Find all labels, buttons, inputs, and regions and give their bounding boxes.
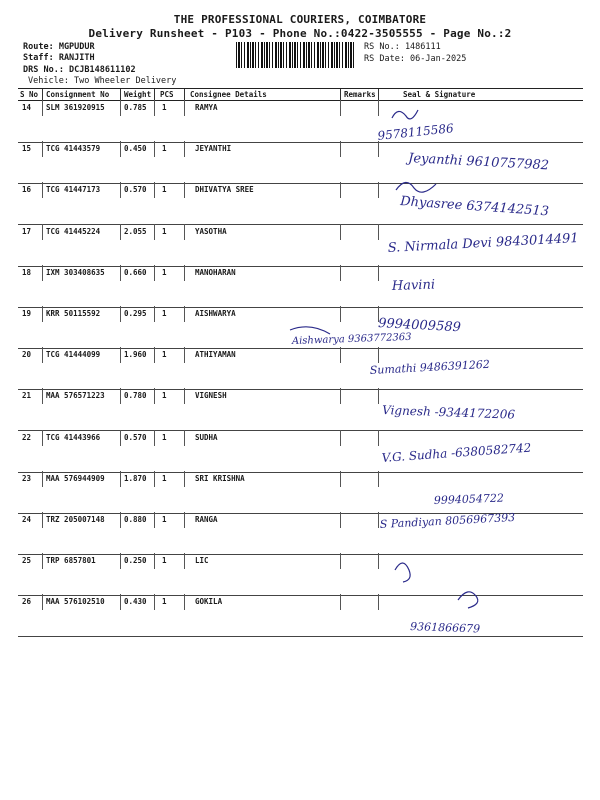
cell-weight: 0.570 [124,185,147,195]
cell-weight: 1.870 [124,473,147,483]
cell-sno: 16 [22,185,32,195]
cell-pcs: 1 [162,309,167,318]
cell-consignee: RAMYA [195,103,218,112]
cell-consignment: IXM 303408635 [46,267,105,277]
cell-sno: 23 [22,473,32,483]
cell-weight: 0.660 [124,267,147,277]
cell-consignee: RANGA [195,515,218,524]
handwritten-extra-note: Aishwarya 9363772363 [291,331,412,347]
handwritten-note: 9994009589 [377,316,462,336]
cell-weight: 2.055 [124,226,147,236]
cell-pcs: 1 [162,391,167,401]
rs-number: RS No.: 1486111 [364,42,441,52]
signature-stroke [290,327,330,334]
cell-consignee: YASOTHA [195,226,227,236]
cell-pcs: 1 [162,185,167,195]
handwritten-note: Havini [391,277,436,294]
cell-consignee: AISHWARYA [195,309,236,318]
col-seal: Seal & Signature [403,90,476,99]
route-label: Route: MGPUDUR [23,42,95,52]
cell-sno: 21 [22,391,32,401]
cell-consignment: TRZ 205007148 [46,515,105,524]
cell-weight: 0.250 [124,556,147,566]
col-consignee: Consignee Details [190,90,267,99]
cell-consignment: MAA 576944909 [46,473,105,483]
handwritten-note: S Pandiyan 8056967393 [379,510,516,531]
cell-consignee: SRI KRISHNA [195,473,245,483]
cell-consignment: TCG 41445224 [46,226,101,236]
signature-stroke [396,182,436,192]
col-remarks: Remarks [344,90,376,99]
cell-weight: 0.430 [124,597,147,607]
cell-weight: 0.570 [124,432,147,442]
cell-consignee: VIGNESH [195,391,227,401]
cell-pcs: 1 [162,350,167,360]
signature-stroke [395,563,410,582]
col-consignment: Consignment No [46,90,110,99]
cell-sno: 19 [22,309,32,318]
cell-pcs: 1 [162,144,167,154]
col-weight: Weight [124,90,152,99]
cell-consignee: SUDHA [195,432,218,442]
cell-pcs: 1 [162,267,167,277]
cell-pcs: 1 [162,226,167,236]
handwritten-note: Sumathi 9486391262 [369,357,491,377]
cell-consignee: JEYANTHI [195,144,232,154]
handwritten-note: V.G. Sudha -6380582742 [381,440,532,465]
vehicle-label: Vehicle: Two Wheeler Delivery [28,76,177,86]
drs-label: DRS No.: DCJB148611102 [23,65,136,75]
cell-weight: 0.295 [124,309,147,318]
cell-consignee: ATHIYAMAN [195,350,236,360]
cell-consignment: MAA 576102510 [46,597,105,607]
rs-date: RS Date: 06-Jan-2025 [364,54,467,64]
cell-weight: 1.960 [124,350,147,360]
cell-sno: 26 [22,597,32,607]
cell-consignment: TCG 41447173 [46,185,101,195]
cell-consignment: TRP 6857801 [46,556,96,566]
runsheet-subtitle: Delivery Runsheet - P103 - Phone No.:0422-3505555 - Page No.:2 [88,27,512,40]
handwritten-note: Jeyanthi 9610757982 [407,151,550,174]
company-title: THE PROFESSIONAL COURIERS, COIMBATORE [173,13,427,26]
cell-pcs: 1 [162,432,167,442]
cell-consignee: DHIVATYA SREE [195,185,254,195]
cell-weight: 0.880 [124,515,147,524]
handwritten-note: S. Nirmala Devi 9843014491 [387,231,579,256]
col-pcs: PCS [160,90,174,99]
cell-consignee: MANOHARAN [195,267,236,277]
cell-pcs: 1 [162,597,167,607]
cell-sno: 24 [22,515,32,524]
cell-consignment: SLM 361920915 [46,103,105,112]
cell-sno: 17 [22,226,32,236]
cell-pcs: 1 [162,473,167,483]
cell-consignment: KRR 50115592 [46,309,101,318]
handwritten-note: Vignesh -9344172206 [381,403,516,422]
signature-stroke [458,592,478,608]
cell-sno: 14 [22,103,32,112]
cell-sno: 18 [22,267,32,277]
cell-consignment: TCG 41444099 [46,350,101,360]
handwritten-note: Dhyasree 6374142513 [399,194,550,220]
cell-consignment: MAA 576571223 [46,391,105,401]
signature-stroke [392,110,418,119]
cell-consignment: TCG 41443579 [46,144,101,154]
cell-sno: 22 [22,432,32,442]
cell-pcs: 1 [162,515,167,524]
handwritten-notes [291,121,579,635]
cell-pcs: 1 [162,103,167,112]
cell-weight: 0.780 [124,391,147,401]
cell-consignment: TCG 41443966 [46,432,101,442]
cell-pcs: 1 [162,556,167,566]
cell-weight: 0.450 [124,144,147,154]
cell-consignee: GOKILA [195,597,223,607]
cell-sno: 20 [22,350,32,360]
cell-sno: 15 [22,144,32,154]
staff-label: Staff: RANJITH [23,53,95,63]
cell-weight: 0.785 [124,103,147,112]
cell-sno: 25 [22,556,32,566]
handwritten-note: 9994054722 [433,491,505,507]
cell-consignee: LIC [195,556,209,566]
col-sno: S No [20,90,39,99]
handwritten-note: 9578115586 [376,121,455,143]
handwritten-note: 9361866679 [409,620,481,636]
